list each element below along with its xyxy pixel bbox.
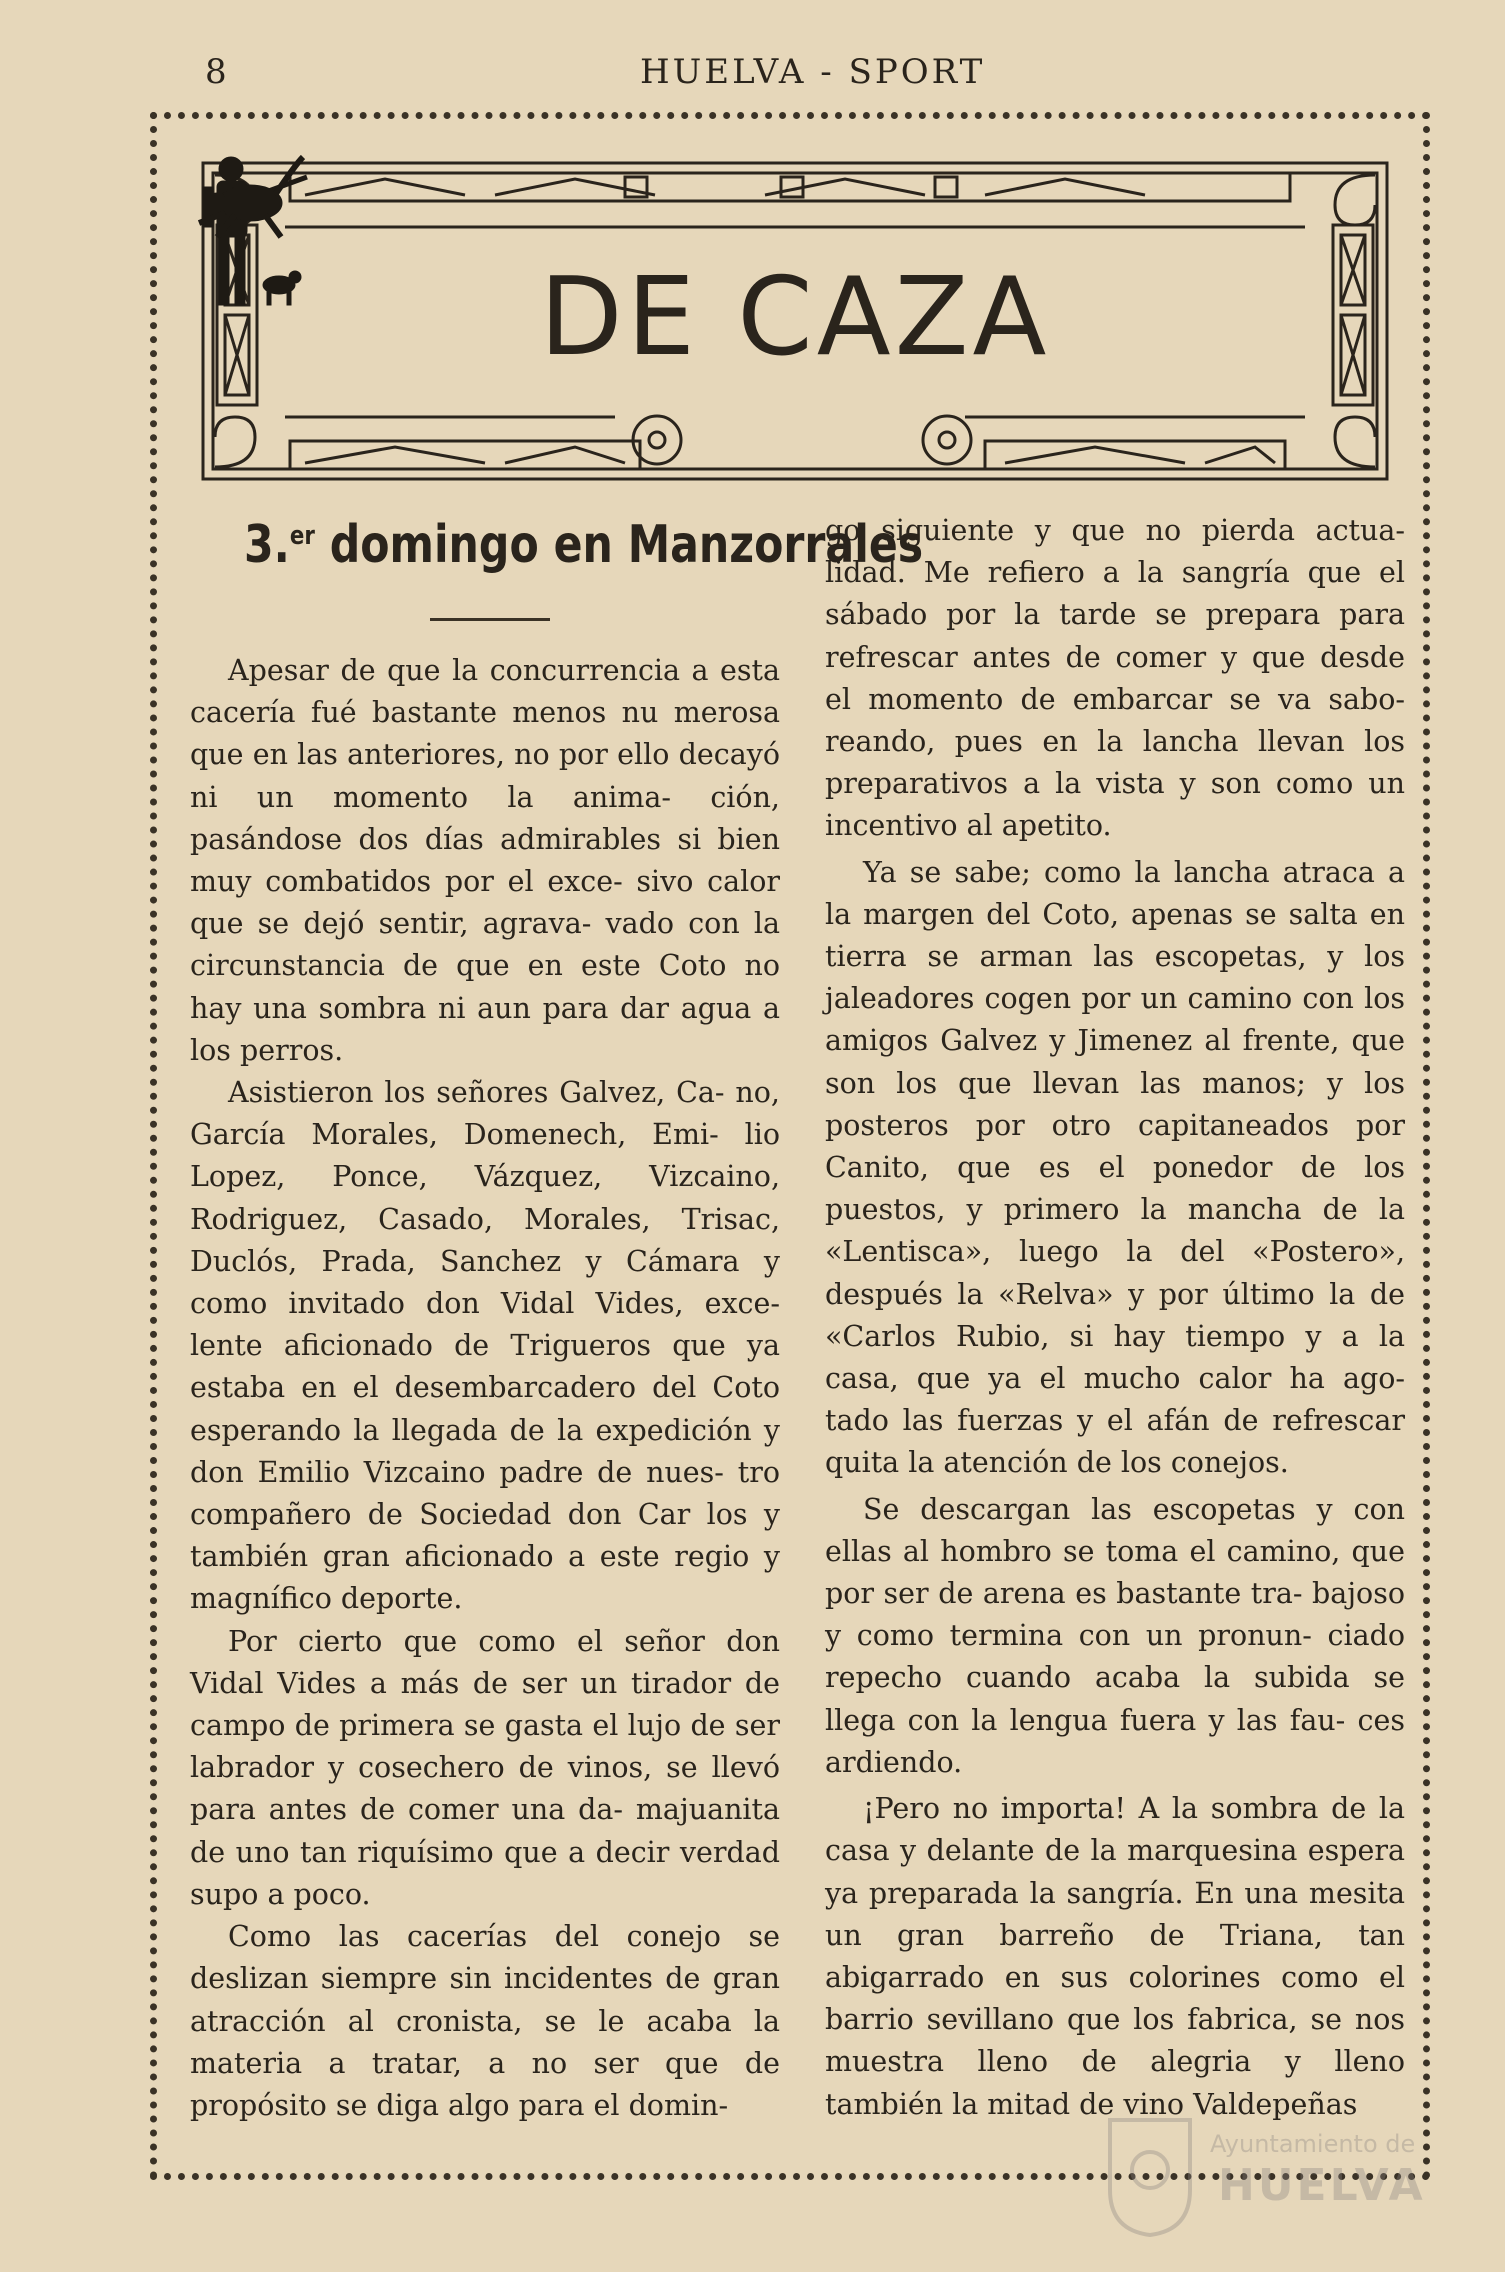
section-banner [195,155,1395,485]
running-head: HUELVA - SPORT [640,52,986,92]
paragraph: Apesar de que la concurrencia a esta cacería fué bastante menos nu merosa que en las anteriores, no por ello decayó ni un momento la anima- ción, pasándose dos días admirables si bien muy combatidos por el exce- sivo calor que se dejó sentir, agrava- vado con la circunstancia de que en este Coto no hay una sombra ni aun para dar agua a los perros. [190,654,780,1067]
city-seal-icon [1100,2110,1200,2240]
title-ordinal: 3. [244,515,290,575]
watermark-org: Ayuntamiento de [1210,2130,1416,2158]
title-ordinal-suffix: er [289,521,315,551]
right-column [825,510,1405,2126]
paragraph: go siguiente y que no pierda actua- lidad. Me refiero a la sangría que el sábado por la tarde se prepara para refrescar antes de comer y que desde el momento de embarcar se va sabo- reando, pues en la lancha llevan los preparativos a la vista y son como un incentivo al apetito. [825,514,1405,843]
page-number: 8 [205,52,227,92]
paragraph: Como las cacerías del conejo se deslizan siempre sin incidentes de gran atracción al cronista, se le acaba la materia a tratar, a no ser que de propósito se diga algo para el domin- [190,1920,780,2122]
archive-watermark [1100,2100,1440,2270]
paragraph: Por cierto que como el señor don Vidal Vides a más de ser un tirador de campo de primera se gasta el lujo de ser labrador y cosechero de vinos, se llevó para antes de comer una da- majuanita de uno tan riquísimo que a decir verdad supo a poco. [190,1624,780,1911]
title-divider [430,618,550,621]
article-title [244,515,924,575]
title-text: domingo en Manzorrales [314,515,924,575]
paragraph: Se descargan las escopetas y con ellas al hombro se toma el camino, que por ser de arena es bastante tra- bajoso y como termina con un pronun- ciado repecho cuando acaba la subida se llega con la lengua fuera y las fau- ces ardiendo. [825,1492,1405,1779]
running-cat-icon [195,155,305,245]
watermark-city: HUELVA [1218,2160,1426,2211]
paragraph: Asistieron los señores Galvez, Ca- no, García Morales, Domenech, Emi- lio Lopez, Ponce, Vázquez, Vizcaino, Rodriguez, Casado, Morales, Trisac, Duclós, Prada, Sanchez y Cámara y como invitado don Vidal Vides, exce- lente aficionado de Trigueros que ya estaba en el desembarcadero del Coto esperando la llegada de la expedición y don Emilio Vizcaino padre de nues- tro compañero de Sociedad don Car los y también gran aficionado a este regio y magnífico deporte. [190,1076,780,1616]
paragraph: Ya se sabe; como la lancha atraca a la margen del Coto, apenas se salta en tierra se arman las escopetas, y los jaleadores cogen por un camino con los amigos Galvez y Jimenez al frente, que son los que llevan las manos; y los posteros por otro capitaneados por Canito, que es el ponedor de los puestos, y primero la mancha de la «Lentisca», luego la del «Postero», después la «Relva» y por último la de «Carlos Rubio, si hay tiempo y a la casa, que ya el mucho calor ha ago- tado las fuerzas y el afán de refrescar quita la atención de los conejos. [825,855,1405,1480]
paragraph: ¡Pero no importa! A la sombra de la casa y delante de la marquesina espera ya preparada la sangría. En una mesita un gran barreño de Triana, tan abigarrado en sus colorines como el barrio sevillano que los fabrica, se nos muestra lleno de alegria y lleno también la mitad de vino Valdepeñas [825,1792,1405,2121]
banner-title: DE CAZA [539,255,1051,380]
left-column [190,650,780,2127]
